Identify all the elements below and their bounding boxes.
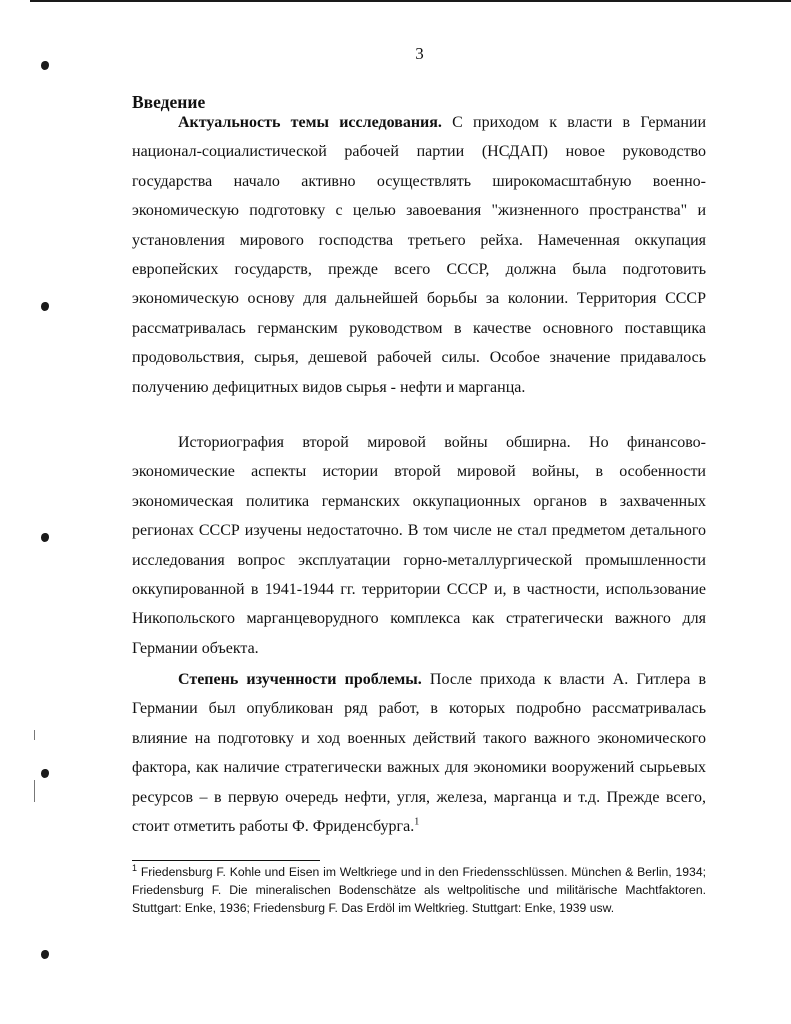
page-number: 3: [415, 44, 424, 63]
section-heading: Введение: [132, 92, 206, 112]
punch-hole-mark: [41, 533, 49, 542]
scan-edge-mark: [34, 780, 35, 802]
punch-hole-mark: [41, 950, 49, 959]
footnote-number: 1: [132, 862, 138, 873]
footnote-reference: 1: [414, 816, 420, 828]
footnote-separator: [132, 860, 320, 861]
footnote-text: Friedensburg F. Kohle und Eisen im Weltkriege und in den Friedensschlüssen. München & Berlin, 1934; Friedensburg F. Die mineralischen Bodenschätze als weltpolitische und militärische Machtfaktoren. Stuttgart: Enke, 1936; Friedensburg F. Das Erdöl im Weltkrieg. Stuttgart: Enke, 1939 usw.: [132, 865, 706, 915]
footnote: [132, 864, 706, 917]
top-border-line: [30, 0, 791, 2]
paragraph-body-historiography: Историография второй мировой войны обширна. Но финансово-экономические аспекты истории второй мировой войны, в особенности экономическая политика германских оккупационных органов в захваченных регионах СССР изучены недостаточно. В том числе не стал предметом детального исследования вопрос эксплуатации горно-металлургической промышленности оккупированной в 1941-1944 гг. территории СССР и, в частности, использование Никопольского марганцеворудного комплекса как стратегически важного для Германии объекта.: [132, 434, 706, 657]
paragraph-lead-degree-of-study: Степень изученности проблемы.: [178, 671, 422, 688]
punch-hole-mark: [41, 769, 49, 778]
punch-hole-mark: [41, 302, 49, 311]
paragraph-lead-relevance: Актуальность темы исследования.: [178, 114, 442, 131]
paragraph-degree-of-study: [132, 665, 706, 841]
paragraph-relevance: [132, 108, 706, 402]
paragraph-historiography: [132, 428, 706, 663]
paragraph-body-degree-of-study: После прихода к власти А. Гитлера в Германии был опубликован ряд работ, в которых подробно рассматривалась влияние на подготовку и ход военных действий такого важного экономического фактора, как наличие стратегически важных для экономики вооружений сырьевых ресурсов – в первую очередь нефти, угля, железа, марганца и т.д. Прежде всего, стоит отметить работы Ф. Фриденсбурга.: [132, 671, 707, 836]
paragraph-body-relevance: С приходом к власти в Германии национал-социалистической рабочей партии (НСДАП) новое руководство государства начало активно осуществлять широкомасштабную военно-экономическую подготовку с целью завоевания "жизненного пространства" и установления мирового господства третьего рейха. Намеченная оккупация европейских государств, прежде всего СССР, должна была подготовить экономическую основу для дальнейшей борьбы за колонии. Территория СССР рассматривалась германским руководством в качестве основного поставщика продовольствия, сырья, дешевой рабочей силы. Особое значение придавалось получению дефицитных видов сырья - нефти и марганца.: [132, 114, 707, 396]
scan-edge-mark: [34, 730, 35, 740]
